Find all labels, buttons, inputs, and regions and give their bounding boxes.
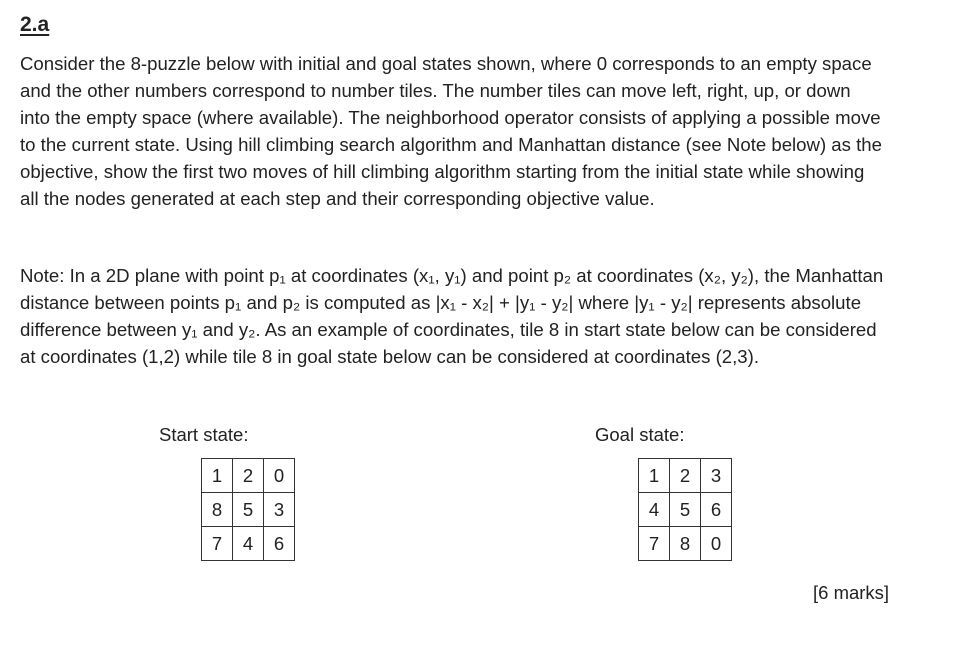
puzzle-tile: 2 xyxy=(670,459,701,493)
question-line: Consider the 8-puzzle below with initial and goal states shown, where 0 corresponds to an empty space xyxy=(20,53,872,74)
note-line: at coordinates (1,2) while tile 8 in goal state below can be considered at coordinates (2,3). xyxy=(20,346,760,367)
note-paragraph xyxy=(20,262,960,370)
grid-row xyxy=(202,527,295,561)
puzzle-tile: 8 xyxy=(670,527,701,561)
question-line: all the nodes generated at each step and their corresponding objective value. xyxy=(20,188,655,209)
puzzle-tile: 2 xyxy=(233,459,264,493)
puzzle-tile: 4 xyxy=(639,493,670,527)
grid-row xyxy=(202,493,295,527)
puzzle-tile: 6 xyxy=(701,493,732,527)
puzzle-tile: 5 xyxy=(233,493,264,527)
puzzle-tile: 4 xyxy=(233,527,264,561)
puzzle-tile: 7 xyxy=(202,527,233,561)
puzzle-tile: 1 xyxy=(639,459,670,493)
puzzle-tile: 3 xyxy=(264,493,295,527)
puzzle-tile: 5 xyxy=(670,493,701,527)
question-line: objective, show the first two moves of hill climbing algorithm starting from the initial state while showing xyxy=(20,161,865,182)
note-line: difference between y₁ and y₂. As an example of coordinates, tile 8 in start state below can be considered xyxy=(20,319,877,340)
puzzle-tile: 6 xyxy=(264,527,295,561)
goal-state-grid xyxy=(638,458,732,561)
puzzle-tile: 7 xyxy=(639,527,670,561)
grid-row xyxy=(639,459,732,493)
question-line: into the empty space (where available). The neighborhood operator consists of applying a possible move xyxy=(20,107,881,128)
note-line: Note: In a 2D plane with point p₁ at coordinates (x₁, y₁) and point p₂ at coordinates (x₂, y₂), the Manhattan xyxy=(20,265,884,286)
puzzle-tile: 0 xyxy=(701,527,732,561)
puzzle-tile: 8 xyxy=(202,493,233,527)
start-state-label: Start state: xyxy=(159,424,249,445)
question-number-heading: 2.a xyxy=(20,13,50,36)
grid-row xyxy=(639,493,732,527)
grid-row xyxy=(639,527,732,561)
start-state-grid xyxy=(201,458,295,561)
puzzle-tile: 3 xyxy=(701,459,732,493)
goal-state-label: Goal state: xyxy=(595,424,685,445)
puzzle-tile: 1 xyxy=(202,459,233,493)
grid-row xyxy=(202,459,295,493)
question-line: to the current state. Using hill climbing search algorithm and Manhattan distance (see Note below) as the xyxy=(20,134,882,155)
question-line: and the other numbers correspond to number tiles. The number tiles can move left, right, up, or down xyxy=(20,80,851,101)
puzzle-tile: 0 xyxy=(264,459,295,493)
marks-label: [6 marks] xyxy=(813,582,890,603)
note-line: distance between points p₁ and p₂ is computed as |x₁ - x₂| + |y₁ - y₂| where |y₁ - y₂| represents absolute xyxy=(20,292,862,313)
question-paragraph xyxy=(20,50,960,212)
